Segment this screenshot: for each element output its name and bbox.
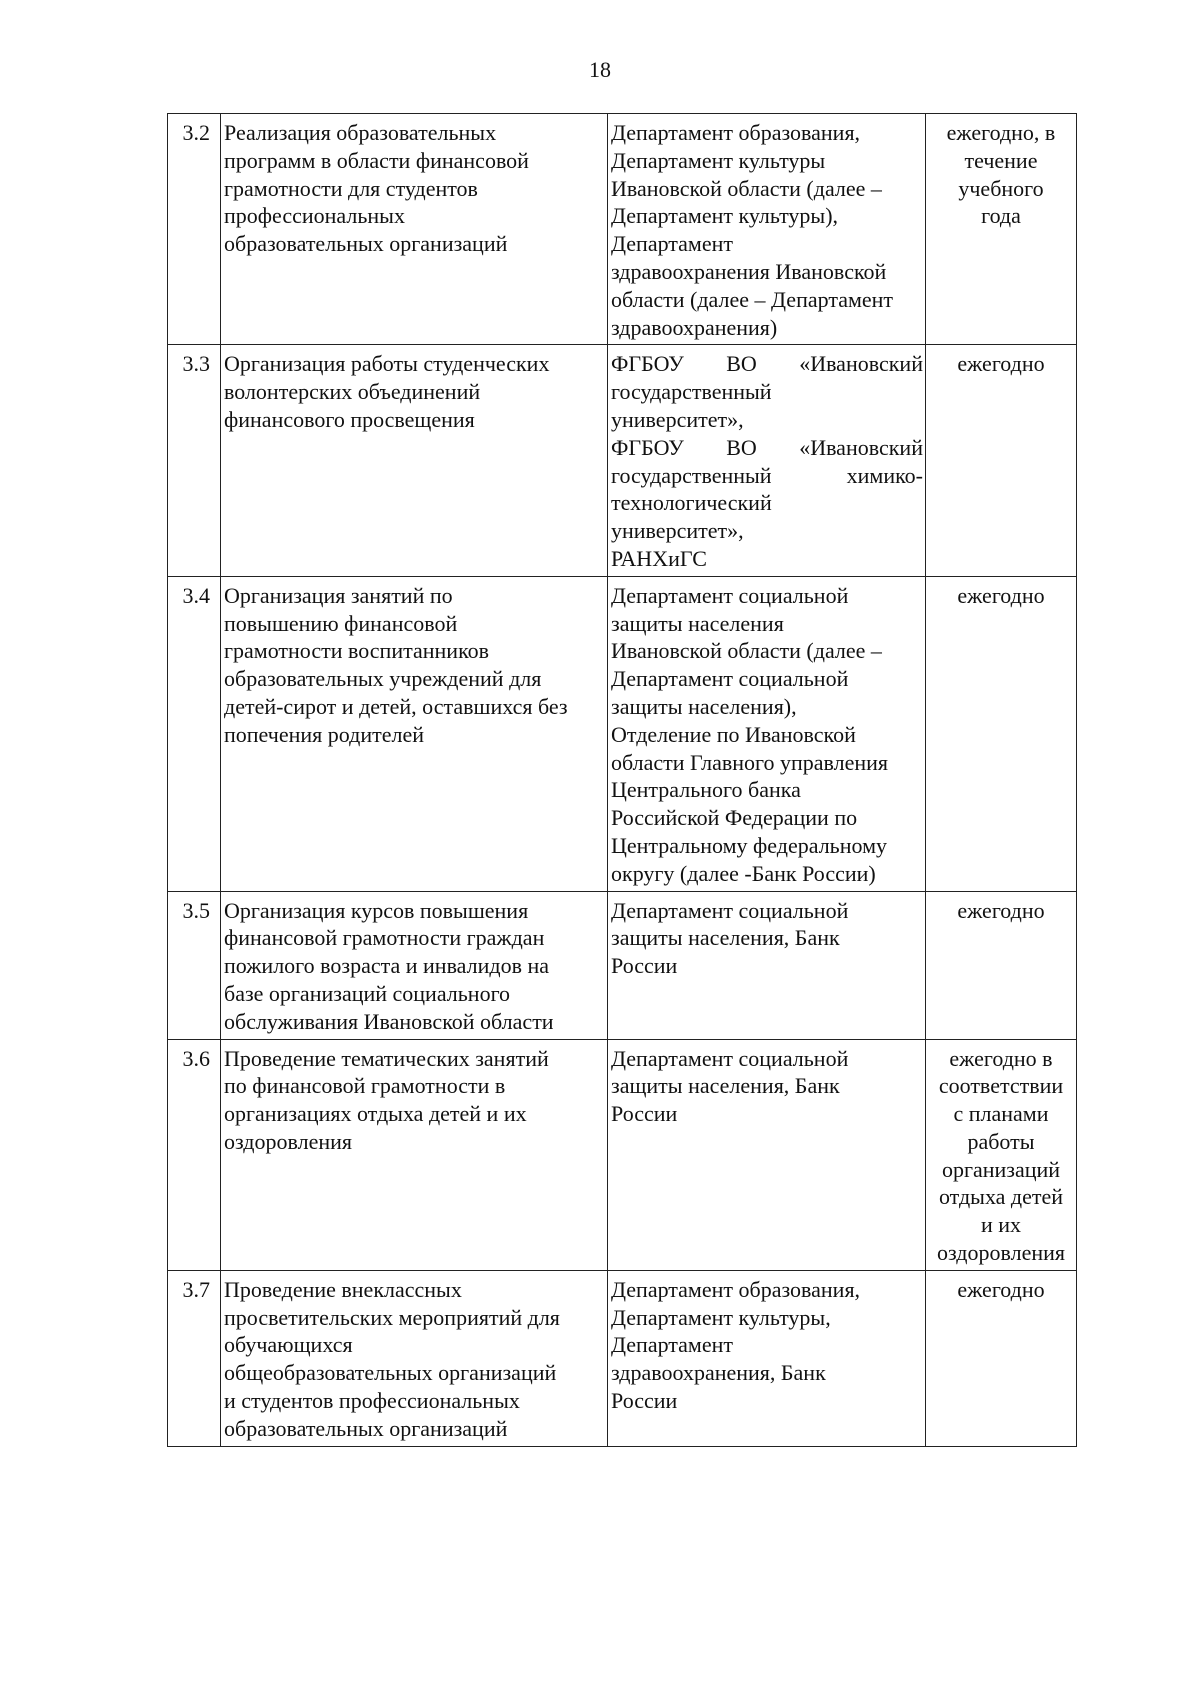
- text-line: грамотности воспитанников: [224, 638, 490, 664]
- item-number: 3.6: [168, 1039, 221, 1270]
- text-line: округу (далее -Банк России): [611, 860, 876, 886]
- text-line: области (далее – Департамент: [611, 286, 894, 312]
- table-row: [168, 891, 1077, 1039]
- text-line: организаций: [941, 1156, 1061, 1182]
- measure-description: [221, 114, 608, 345]
- text-line: учебного: [958, 175, 1044, 201]
- text-line: ежегодно: [957, 897, 1045, 923]
- text-line: [611, 406, 923, 434]
- text-word: РАНХиГС: [611, 545, 707, 571]
- text-line: Департамент культуры),: [611, 203, 839, 229]
- text-line: [611, 350, 923, 378]
- text-line: Проведение тематических занятий: [224, 1045, 549, 1071]
- text-line: [611, 378, 923, 406]
- text-line: [611, 517, 923, 545]
- text-line: года: [981, 203, 1021, 229]
- item-number: 3.7: [168, 1270, 221, 1446]
- text-line: Российской Федерации по: [611, 805, 858, 831]
- execution-term: [926, 1039, 1077, 1270]
- text-line: образовательных организаций: [224, 1415, 508, 1441]
- text-line: Ивановской области (далее –: [611, 175, 882, 201]
- text-line: образовательных учреждений для: [224, 666, 542, 692]
- text-line: волонтерских объединений: [224, 379, 481, 405]
- text-line: грамотности для студентов: [224, 175, 478, 201]
- text-line: Реализация образовательных: [224, 120, 497, 145]
- text-line: [611, 462, 923, 490]
- text-line: Департамент социальной: [611, 1045, 849, 1071]
- execution-term: [926, 891, 1077, 1039]
- responsible-executors: [608, 1270, 926, 1446]
- text-line: Организация курсов повышения: [224, 897, 529, 923]
- text-line: финансового просвещения: [224, 406, 475, 432]
- text-line: ежегодно, в: [946, 120, 1056, 145]
- text-word: университет»,: [611, 518, 744, 544]
- text-line: отдыха детей: [938, 1184, 1064, 1210]
- text-word: университет»,: [611, 406, 744, 432]
- text-word: государственный: [611, 462, 772, 488]
- text-line: защиты населения),: [611, 693, 797, 719]
- measure-description: [221, 1270, 608, 1446]
- text-line: общеобразовательных организаций: [224, 1360, 557, 1386]
- text-line: защиты населения: [611, 610, 784, 636]
- page-number: 18: [589, 57, 611, 82]
- text-line: организациях отдыха детей и их: [224, 1101, 527, 1127]
- text-line: [611, 434, 923, 462]
- text-line: течение: [964, 147, 1038, 173]
- text-line: России: [611, 1101, 678, 1127]
- text-line: здравоохранения Ивановской: [611, 258, 887, 284]
- text-line: области Главного управления: [611, 749, 889, 775]
- text-line: оздоровления: [224, 1128, 352, 1154]
- execution-term: [926, 345, 1077, 576]
- measures-table: [167, 113, 1077, 1447]
- text-line: пожилого возраста и инвалидов на: [224, 953, 550, 979]
- text-line: соответствии: [938, 1073, 1064, 1099]
- text-line: Департамент: [611, 231, 734, 257]
- text-line: Центральному федеральному: [611, 832, 887, 858]
- text-word: ФГБОУ: [611, 434, 684, 460]
- text-line: Отделение по Ивановской: [611, 721, 856, 747]
- text-line: Департамент культуры,: [611, 1304, 831, 1330]
- text-line: Ивановской области (далее –: [611, 638, 882, 664]
- text-line: профессиональных: [224, 203, 405, 229]
- execution-term: [926, 1270, 1077, 1446]
- measure-description: [221, 345, 608, 576]
- text-word: химико-: [846, 462, 923, 488]
- table-row: [168, 114, 1077, 345]
- text-line: ежегодно в: [949, 1045, 1053, 1071]
- text-line: просветительских мероприятий для: [224, 1304, 560, 1330]
- text-line: детей-сирот и детей, оставшихся без: [224, 693, 568, 719]
- text-line: России: [611, 1388, 678, 1414]
- text-line: и студентов профессиональных: [224, 1388, 520, 1414]
- text-line: попечения родителей: [224, 721, 424, 747]
- text-line: оздоровления: [937, 1240, 1065, 1266]
- text-word: ВО: [726, 351, 757, 377]
- text-line: Департамент образования,: [611, 1276, 861, 1302]
- measure-description: [221, 891, 608, 1039]
- responsible-executors: [608, 1039, 926, 1270]
- text-line: по финансовой грамотности в: [224, 1073, 506, 1099]
- text-word: «Ивановский: [799, 434, 923, 460]
- text-line: [611, 545, 923, 573]
- table-row: [168, 1039, 1077, 1270]
- text-line: защиты населения, Банк: [611, 1073, 840, 1099]
- text-line: Проведение внеклассных: [224, 1276, 462, 1302]
- text-line: программ в области финансовой: [224, 147, 529, 173]
- text-line: работы: [967, 1128, 1035, 1154]
- text-line: ежегодно: [957, 1276, 1045, 1302]
- text-line: ежегодно: [957, 351, 1045, 377]
- text-line: финансовой грамотности граждан: [224, 925, 545, 951]
- text-line: Департамент социальной: [611, 666, 849, 692]
- text-line: с планами: [953, 1101, 1049, 1127]
- measure-description: [221, 1039, 608, 1270]
- text-line: [611, 489, 923, 517]
- text-line: здравоохранения, Банк: [611, 1360, 826, 1386]
- item-number: 3.3: [168, 345, 221, 576]
- responsible-executors: [608, 114, 926, 345]
- text-line: здравоохранения): [611, 314, 778, 340]
- text-line: ежегодно: [957, 582, 1045, 608]
- item-number: 3.4: [168, 576, 221, 891]
- text-line: базе организаций социального: [224, 980, 511, 1006]
- text-line: Центрального банка: [611, 777, 801, 803]
- text-line: России: [611, 953, 678, 979]
- execution-term: [926, 576, 1077, 891]
- text-word: технологический: [611, 490, 772, 516]
- text-line: образовательных организаций: [224, 231, 508, 257]
- text-line: Организация занятий по: [224, 582, 453, 608]
- text-line: Департамент образования,: [611, 120, 861, 145]
- text-line: Департамент социальной: [611, 897, 849, 923]
- text-line: Департамент: [611, 1332, 734, 1358]
- text-word: ФГБОУ: [611, 351, 684, 377]
- text-line: защиты населения, Банк: [611, 925, 840, 951]
- measure-description: [221, 576, 608, 891]
- text-line: Департамент культуры: [611, 147, 826, 173]
- responsible-executors: [608, 345, 926, 576]
- table-row: [168, 576, 1077, 891]
- item-number: 3.2: [168, 114, 221, 345]
- table-row: [168, 1270, 1077, 1446]
- text-line: повышению финансовой: [224, 610, 458, 636]
- text-line: Организация работы студенческих: [224, 351, 550, 377]
- table-row: [168, 345, 1077, 576]
- text-word: «Ивановский: [799, 351, 923, 377]
- text-line: Департамент социальной: [611, 582, 849, 608]
- responsible-executors: [608, 576, 926, 891]
- text-line: обслуживания Ивановской области: [224, 1008, 554, 1034]
- item-number: 3.5: [168, 891, 221, 1039]
- execution-term: [926, 114, 1077, 345]
- text-word: государственный: [611, 379, 772, 405]
- measures-table-body: [168, 114, 1077, 1447]
- text-line: и их: [980, 1212, 1022, 1238]
- text-line: обучающихся: [224, 1332, 353, 1358]
- text-word: ВО: [726, 434, 757, 460]
- responsible-executors: [608, 891, 926, 1039]
